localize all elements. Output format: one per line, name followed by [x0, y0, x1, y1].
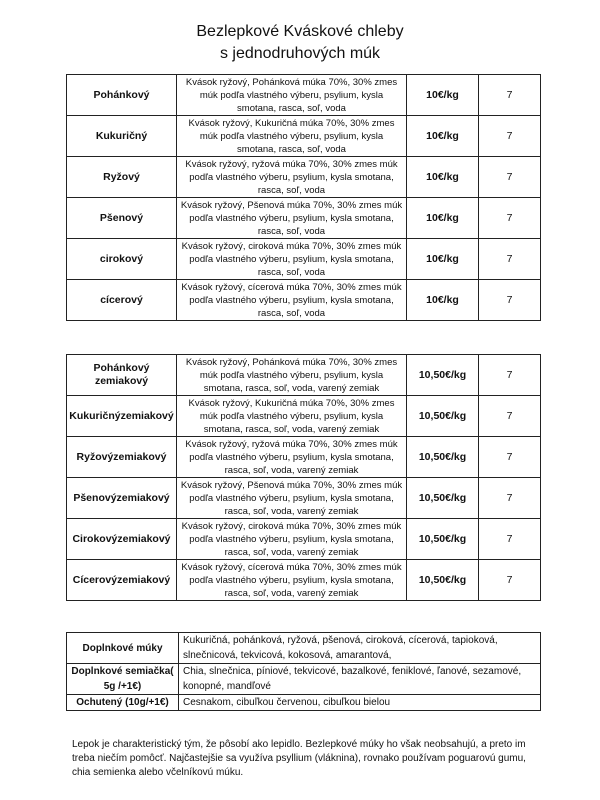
table-row	[67, 437, 541, 478]
bread-name: Pohánkový zemiakový	[67, 355, 177, 396]
bread-qty: 7	[479, 560, 541, 601]
bread-name: Ryžový	[67, 157, 177, 198]
bread-ingredients: Kvások ryžový, Pšenová múka 70%, 30% zmes múk podľa vlastného výberu, psylium, kysla smotana, rasca, soľ, voda, varený zemiak	[177, 478, 407, 519]
bread-qty: 7	[479, 396, 541, 437]
bread-qty: 7	[479, 478, 541, 519]
bread-price: 10€/kg	[407, 116, 479, 157]
bread-qty: 7	[479, 280, 541, 321]
bread-name: Pšenovýzemiakový	[67, 478, 177, 519]
bread-name: Pohánkový	[67, 75, 177, 116]
page-title: Bezlepkové Kváskové chleby	[196, 23, 404, 40]
potato-breads-table	[66, 354, 541, 601]
footnote: Lepok je charakteristický tým, že pôsobí ako lepidlo. Bezlepkové múky ho však neobsahujú, a preto im treba niečím pomôcť. Najčastejšie sa využíva psyllium (vláknina), rovnako používam poguarovú gumu, chia semienka alebo včelníkovú múku.	[72, 739, 526, 778]
bread-name: Kukuričnýzemiakový	[67, 396, 177, 437]
table-row	[67, 116, 541, 157]
extras-value: Chia, slnečnica, píniové, tekvicové, bazalkové, feniklové, ľanové, sezamové, konopné, mandľové	[179, 664, 541, 695]
bread-price: 10,50€/kg	[407, 355, 479, 396]
bread-name: Ryžovýzemiakový	[67, 437, 177, 478]
bread-name: cirokový	[67, 239, 177, 280]
bread-qty: 7	[479, 75, 541, 116]
table-row	[67, 664, 541, 695]
bread-price: 10,50€/kg	[407, 437, 479, 478]
extras-value: Kukuričná, pohánková, ryžová, pšenová, ciroková, cícerová, tapioková, slnečnicová, tekvicová, kokosová, amarantová,	[179, 633, 541, 664]
table-row	[67, 198, 541, 239]
breads-table	[66, 74, 541, 321]
bread-qty: 7	[479, 519, 541, 560]
bread-price: 10€/kg	[407, 280, 479, 321]
table-row	[67, 355, 541, 396]
bread-qty: 7	[479, 198, 541, 239]
bread-price: 10,50€/kg	[407, 560, 479, 601]
bread-name: Cícerovýzemiakový	[67, 560, 177, 601]
bread-ingredients: Kvások ryžový, cícerová múka 70%, 30% zmes múk podľa vlastného výberu, psylium, kysla smotana, rasca, soľ, voda	[177, 280, 407, 321]
bread-ingredients: Kvások ryžový, Kukuričná múka 70%, 30% zmes múk podľa vlastného výberu, psylium, kysla smotana, rasca, soľ, voda, varený zemiak	[177, 396, 407, 437]
bread-name: Cirokovýzemiakový	[67, 519, 177, 560]
bread-qty: 7	[479, 239, 541, 280]
bread-ingredients: Kvások ryžový, ryžová múka 70%, 30% zmes múk podľa vlastného výberu, psylium, kysla smotana, rasca, soľ, voda	[177, 157, 407, 198]
table-row	[67, 280, 541, 321]
table-row	[67, 519, 541, 560]
bread-qty: 7	[479, 157, 541, 198]
bread-price: 10,50€/kg	[407, 478, 479, 519]
table-row	[67, 75, 541, 116]
table-row	[67, 478, 541, 519]
extras-label: Doplnkové múky	[67, 633, 179, 664]
bread-qty: 7	[479, 437, 541, 478]
bread-name: Pšenový	[67, 198, 177, 239]
bread-price: 10€/kg	[407, 198, 479, 239]
table-row	[67, 633, 541, 664]
bread-ingredients: Kvások ryžový, ciroková múka 70%, 30% zmes múk podľa vlastného výberu, psylium, kysla smotana, rasca, soľ, voda, varený zemiak	[177, 519, 407, 560]
extras-value: Cesnakom, cibuľkou červenou, cibuľkou bielou	[179, 695, 541, 711]
table-row	[67, 560, 541, 601]
bread-name: cícerový	[67, 280, 177, 321]
bread-ingredients: Kvások ryžový, Pohánková múka 70%, 30% zmes múk podľa vlastného výberu, psylium, kysla smotana, rasca, soľ, voda	[177, 75, 407, 116]
bread-ingredients: Kvások ryžový, Pohánková múka 70%, 30% zmes múk podľa vlastného výberu, psylium, kysla smotana, rasca, soľ, voda, varený zemiak	[177, 355, 407, 396]
bread-price: 10€/kg	[407, 75, 479, 116]
bread-qty: 7	[479, 116, 541, 157]
table-row	[67, 157, 541, 198]
extras-table	[66, 632, 541, 711]
bread-ingredients: Kvások ryžový, Pšenová múka 70%, 30% zmes múk podľa vlastného výberu, psylium, kysla smotana, rasca, soľ, voda	[177, 198, 407, 239]
bread-ingredients: Kvások ryžový, Kukuričná múka 70%, 30% zmes múk podľa vlastného výberu, psylium, kysla smotana, rasca, soľ, voda	[177, 116, 407, 157]
page-subtitle: s jednodruhových múk	[219, 45, 381, 62]
bread-ingredients: Kvások ryžový, ciroková múka 70%, 30% zmes múk podľa vlastného výberu, psylium, kysla smotana, rasca, soľ, voda	[177, 239, 407, 280]
table-row	[67, 695, 541, 711]
bread-ingredients: Kvások ryžový, ryžová múka 70%, 30% zmes múk podľa vlastného výberu, psylium, kysla smotana, rasca, soľ, voda, varený zemiak	[177, 437, 407, 478]
bread-price: 10,50€/kg	[407, 519, 479, 560]
bread-qty: 7	[479, 355, 541, 396]
bread-price: 10,50€/kg	[407, 396, 479, 437]
extras-label: Doplnkové semiačka( 5g /+1€)	[67, 664, 179, 695]
bread-name: Kukuričný	[67, 116, 177, 157]
table-row	[67, 239, 541, 280]
table-row	[67, 396, 541, 437]
bread-ingredients: Kvások ryžový, cícerová múka 70%, 30% zmes múk podľa vlastného výberu, psylium, kysla smotana, rasca, soľ, voda, varený zemiak	[177, 560, 407, 601]
bread-price: 10€/kg	[407, 239, 479, 280]
bread-price: 10€/kg	[407, 157, 479, 198]
extras-label: Ochutený (10g/+1€)	[67, 695, 179, 711]
